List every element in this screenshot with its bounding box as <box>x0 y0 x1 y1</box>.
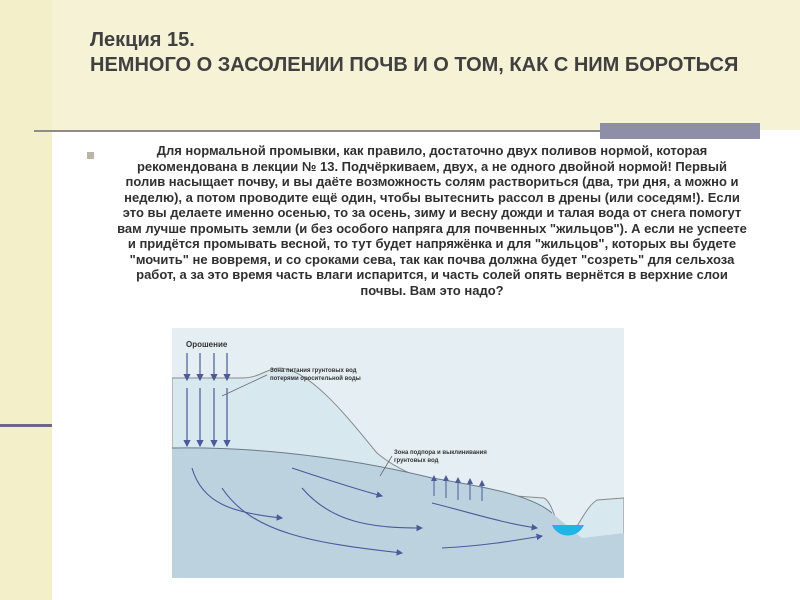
bullet-icon <box>87 152 94 159</box>
label-backwater-zone-line2: грунтовых вод <box>394 458 439 464</box>
label-feeding-zone-line2: потерями оросительной воды <box>270 376 361 382</box>
body-paragraph: Для нормальной промывки, как правило, достаточно двух поливов нормой, которая рекомендована в лекции № 13. Подчёркиваем, двух, а не одного двойной нормой! Первый полив насыщает почву, и вы даёте возможность солям раствориться (два, три дня, а можно и неделю), а потом проводите ещё один, чтобы вытеснить рассол в дрены (или соседям!). Если это вы делаете именно осенью, то за осень, зиму и весну дожди и талая вода от снега помогут вам лучше промыть земли (и без особого напряга для почвенных "жильцов"). А если не успеете и придётся промывать весной, то тут будет напряжёнка и для "жильцов", которых вы будете "мочить" не вовремя, и со сроками сева, так как почва должна будет "созреть" для сельхоза работ, а за это время часть влаги испарится, и часть солей опять вернётся в верхние слои почвы. Вам это надо? <box>117 143 747 298</box>
title-lecture-number: Лекция 15. <box>90 29 195 51</box>
title-divider-accent <box>600 123 760 139</box>
left-accent-panel <box>0 0 52 600</box>
title-topic: НЕМНОГО О ЗАСОЛЕНИИ ПОЧВ И О ТОМ, КАК С НИМ БОРОТЬСЯ <box>90 54 739 76</box>
label-irrigation: Орошение <box>186 340 228 349</box>
groundwater-diagram <box>172 328 624 578</box>
label-feeding-zone-line1: Зона питания грунтовых вод <box>270 368 357 374</box>
slide-title <box>90 28 750 78</box>
left-accent-line <box>0 424 52 427</box>
label-backwater-zone-line1: Зона подпора и выклинивания <box>394 450 487 456</box>
